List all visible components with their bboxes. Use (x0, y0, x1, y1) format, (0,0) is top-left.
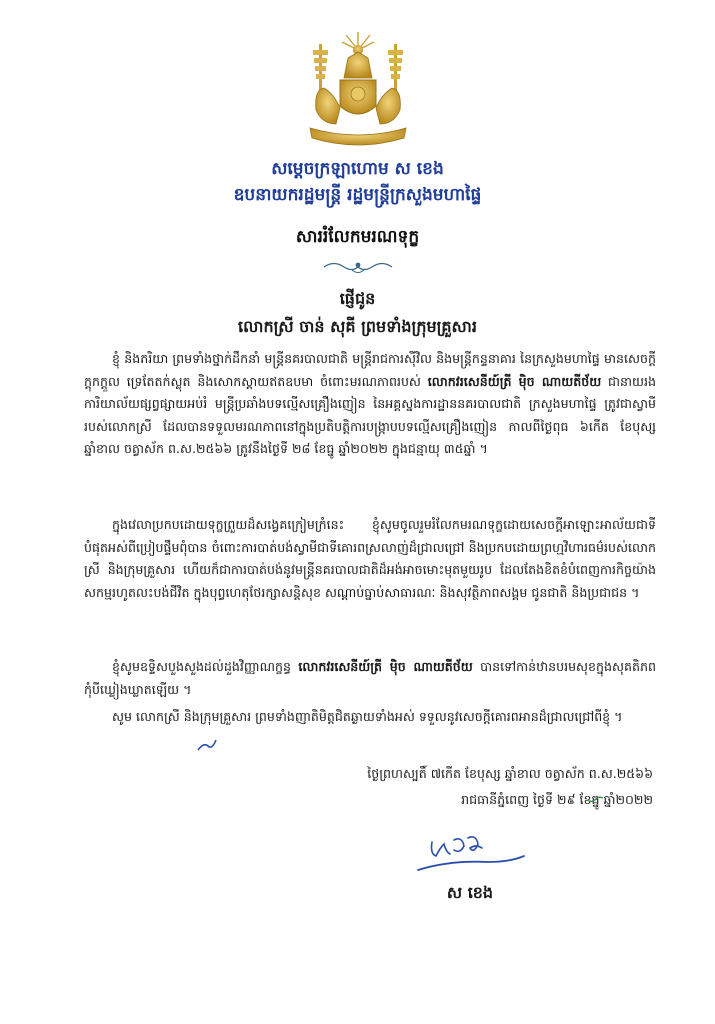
paragraph-3-text: ខ្ញុំសូមឧទ្ទិសបួងសួងដល់ដួងវិញ្ញាណក្ខន្ធ (112, 659, 299, 674)
paragraph-2: ក្នុងវេលាប្រកបដោយទុក្ខព្រួយដ៏សង្វេគក្រៀមក្រំនេះ ខ្ញុំសូមចូលរួមរំលែកមរណទុក្ខដោយសេចក្ដីអាឡោះអាល័យជាទីបំផុតអស់ពីប្រៀបផ្ទឹមពុំបាន ចំពោះការបាត់បង់ស្វាមីជាទីគោរពស្រលាញ់ដ៏ជ្រាលជ្រៅ និងប្រកបដោយព្រហ្មវិហារធម៌របស់លោកស្រី និងក្រុមគ្រួសារ ហើយក៏ជាការបាត់បង់នូវមន្ត្រីនគរបាលជាតិដ៏អង់អាចមោះមុតមួយរូប ដែលតែងខិតខំបំពេញការកិច្ចយ៉ាងសកម្មរហូតលះបង់ជីវិត ក្នុងបុព្វហេតុថែរក្សាសន្តិសុខ សណ្ដាប់ធ្នាប់សាធារណៈ និងសុវត្ថិភាពសង្គម ជូនជាតិ និងប្រជាជន ។ (84, 517, 656, 600)
signer-name: ស ខេង (446, 883, 494, 902)
paragraph-1-rest: ជានាយរងការិយាល័យផ្សព្វផ្សាយអប់រំ មន្ត្រីប្រឆាំងបទល្មើសគ្រឿងញៀន នៃអគ្គស្នងការដ្ឋាននគរបាលជាតិ ក្រសួងមហាផ្ទៃ ត្រូវជាស្វាមីរបស់លោកស្រី ដែលបានទទួលមរណភាពនៅក្នុងប្រតិបត្តិការបង្ក្រាបបទល្មើសគ្រឿងញៀន កាលពីថ្ងៃពុធ ៦កើត ខែបុស្ស ឆ្នាំខាល ចត្វាស័ក ព.ស.២៥៦៦ ត្រូវនឹងថ្ងៃទី ២៨ ខែធ្នូ ឆ្នាំ២០២២ ក្នុងជន្មាយុ ៣៥ឆ្នាំ ។ (84, 373, 656, 456)
letter-title: សាររំលែកមរណទុក្ខ (295, 227, 420, 247)
decorative-divider-icon (322, 258, 394, 276)
deceased-name-2: លោកវរសេនីយ៍ត្រី ម៉ិច ណាយតីថ័យ (298, 659, 473, 674)
recipient-name: លោកស្រី ចាន់ សុគី ព្រមទាំងក្រុមគ្រួសារ (238, 317, 477, 336)
solar-date: រាជធានីភ្នំពេញ ថ្ងៃទី ២៩ ខែធ្នូ ឆ្នាំ២០២២ (461, 792, 653, 807)
paragraph-3-rest: បានទៅកាន់ឋានបរមសុខក្នុងសុគតិភពកុំបីឃ្លៀងឃ្លាតឡើយ ។ (84, 659, 656, 697)
deceased-name: លោកវរសេនីយ៍ត្រី ម៉ិច ណាយតីថ័យ (427, 373, 602, 389)
paragraph-4: សូម លោកស្រី និងក្រុមគ្រួសារ ព្រមទាំងញាតិមិត្តជិតឆ្ងាយទាំងអស់ ទទួលនូវសេចក្ដីគោរពអានដ៏ជ្រាលជ្រៅពីខ្ញុំ ។ (112, 709, 623, 724)
sender-title: ឧបនាយករដ្ឋមន្ត្រី រដ្ឋមន្ត្រីក្រសួងមហាផ្ទៃ (233, 185, 482, 205)
lunar-date: ថ្ងៃព្រហស្បតិ៍ ៧កើត ខែបុស្ស ឆ្នាំខាល ចត្វាស័ក ព.ស.២៥៦៦ (367, 766, 653, 781)
paragraph-1 (84, 348, 656, 461)
pen-tick-icon (586, 794, 604, 804)
sender-name: សម្ដេចក្រឡាហោម ស ខេង (271, 159, 444, 179)
royal-coat-of-arms-icon (286, 28, 430, 154)
handwritten-signature-icon (410, 826, 530, 882)
pen-mark-icon (196, 738, 218, 754)
paragraph-3 (84, 656, 656, 701)
paragraph-1-text: ខ្ញុំ និងភរិយា ព្រមទាំងថ្នាក់ដឹកនាំ មន្ត្រីនគរបាលជាតិ មន្ត្រីរាជការស៊ីវិល និងមន្ត្រីកន្ទនាគារ នៃក្រសួងមហាផ្ទៃ មានសេចក្ដីក្តុកក្ដួល ទ្រេតែតក់ស្លុត និងសោកស្ដាយឥតឧបមា ចំពោះមរណភាពរបស់ (84, 351, 656, 389)
recipient-label: ផ្ញើជូន (339, 289, 376, 308)
